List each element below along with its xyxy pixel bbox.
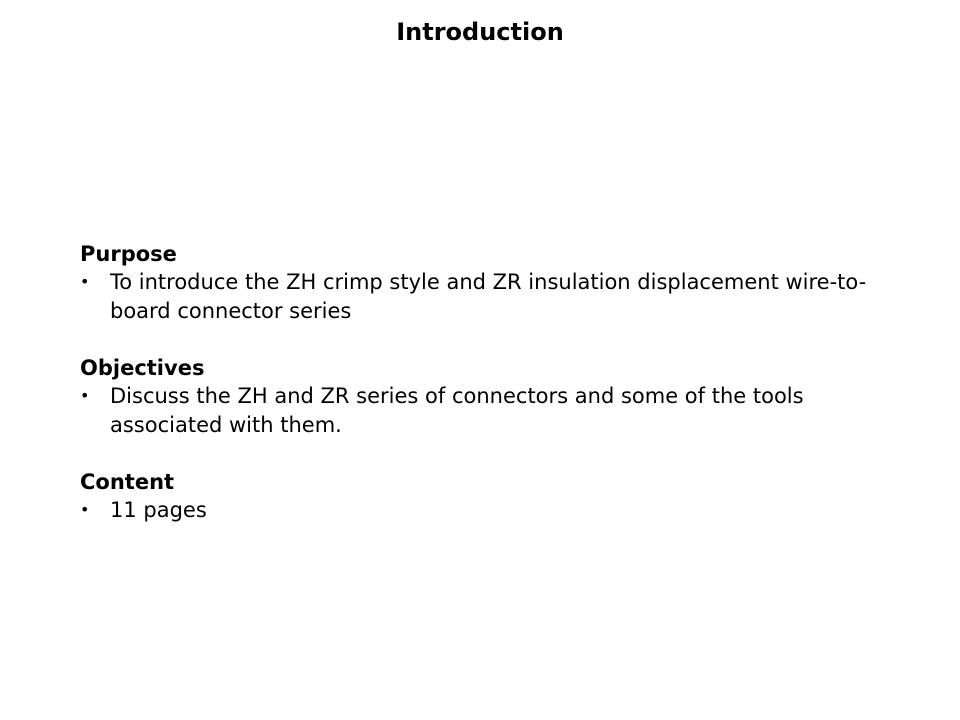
bullet-list-content [80,496,900,525]
bullet-item [80,496,900,525]
bullet-text: 11 pages [110,498,207,522]
section-heading-content: Content [80,470,175,494]
section-objectives [80,354,900,439]
section-content [80,468,900,525]
section-purpose [80,240,900,325]
slide-title: Introduction [396,18,564,46]
section-heading-objectives: Objectives [80,356,205,380]
bullet-text: To introduce the ZH crimp style and ZR insulation displacement wire-to-board connector series [110,270,867,323]
bullet-icon: • [80,500,90,519]
bullet-text: Discuss the ZH and ZR series of connectors and some of the tools associated with them. [110,384,804,437]
bullet-item [80,382,900,439]
bullet-list-objectives [80,382,900,439]
slide-content [80,240,900,554]
bullet-icon: • [80,272,90,291]
section-heading-purpose: Purpose [80,242,177,266]
bullet-icon: • [80,386,90,405]
bullet-list-purpose [80,268,900,325]
bullet-item [80,268,900,325]
